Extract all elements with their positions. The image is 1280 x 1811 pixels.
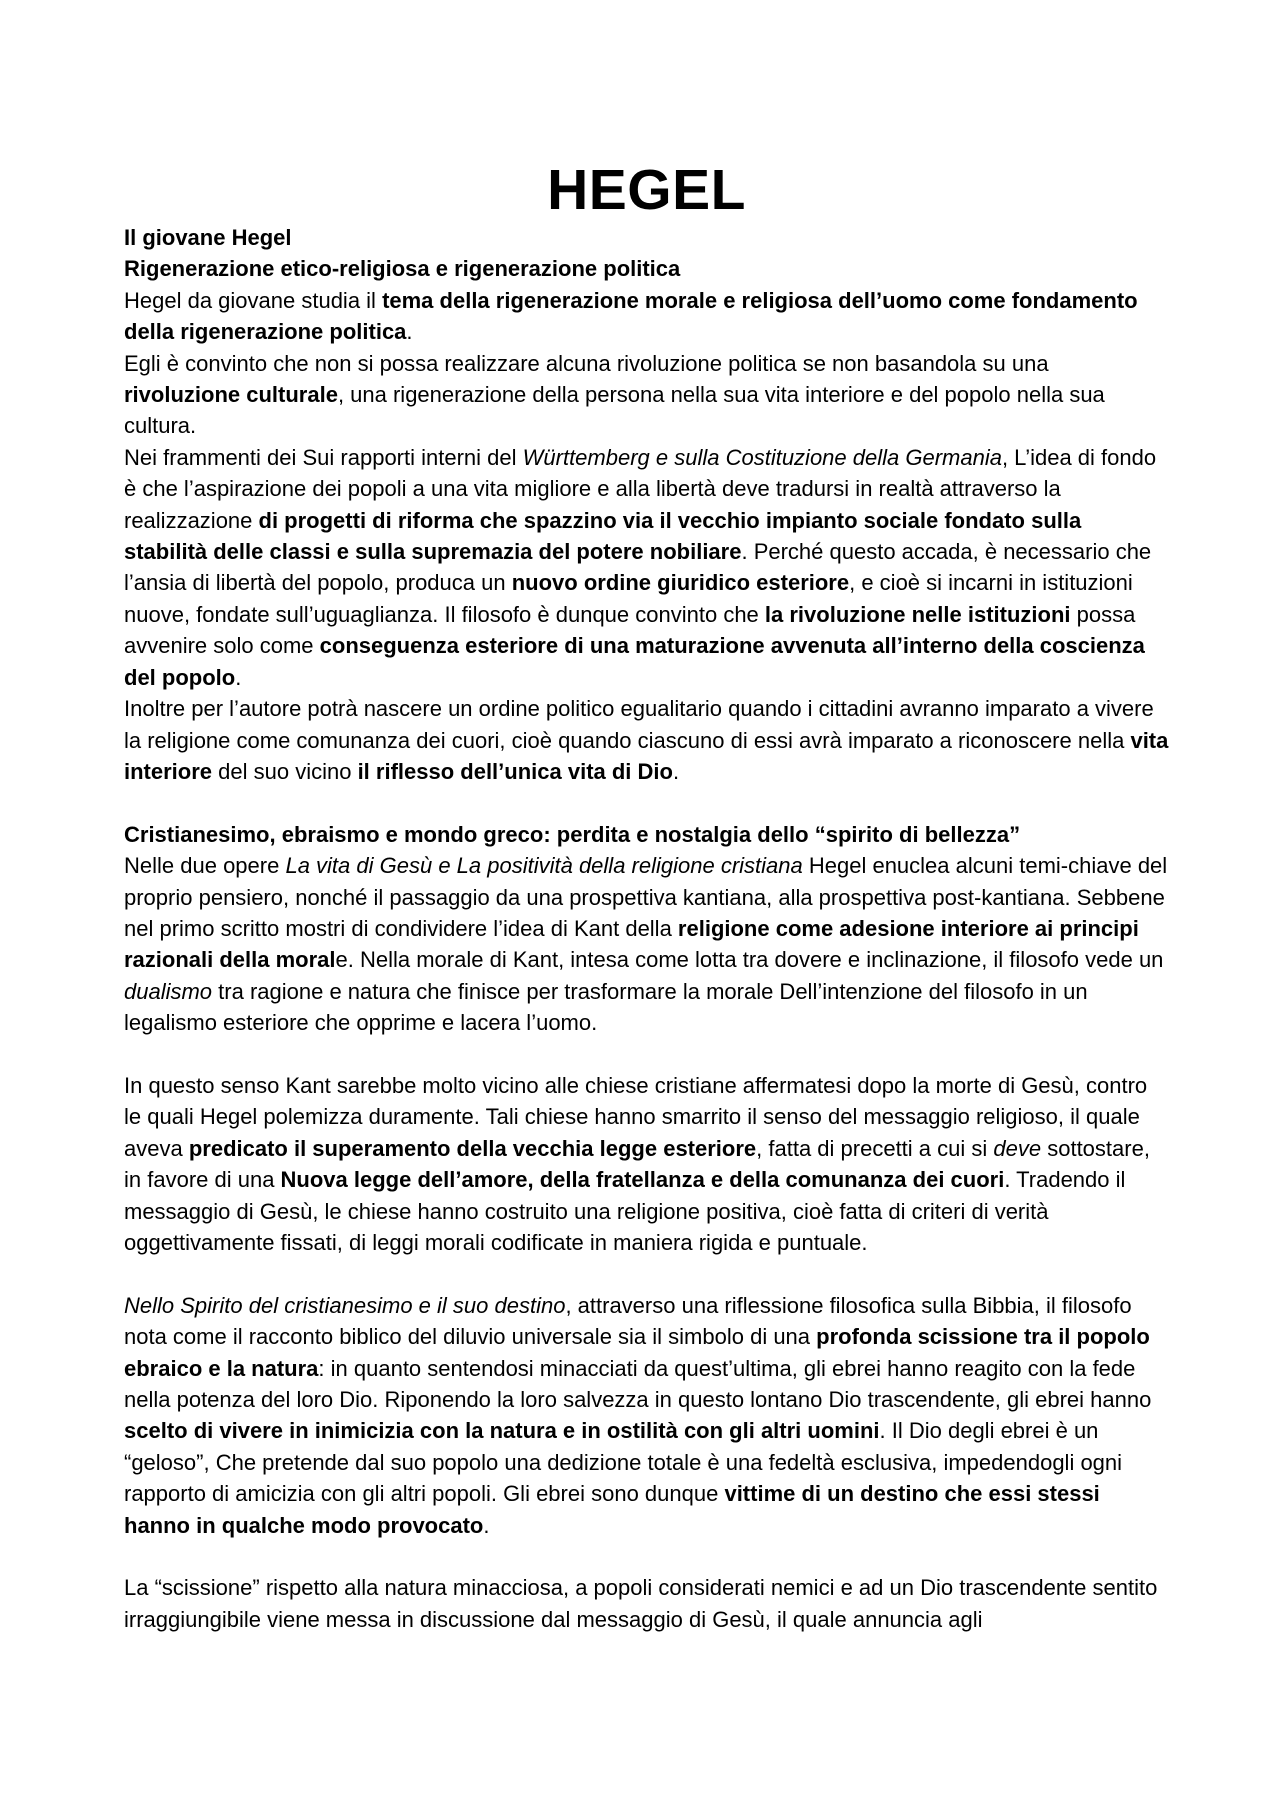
text-run: . [672,758,680,784]
paragraph-5 [124,850,1169,1038]
text-run: : in quanto sentendosi minacciati da quest’ultima, gli ebrei hanno reagito con la fede nella potenza del loro Dio. Riponendo la loro salvezza in questo lontano Dio trascendente, gli ebrei hanno [124,1355,1152,1412]
paragraph-1 [124,285,1169,348]
text-run: , attraverso una riflessione filosofica sulla Bibbia, il filosofo nota come il racconto biblico del diluvio universale sia il simbolo di una [124,1292,1132,1350]
text-run: La “scissione” rispetto alla natura minacciosa, a popoli considerati nemici e ad un Dio trascendente sentito irraggiungibile viene messa in discussione dal messaggio di Gesù, il quale annuncia agli [124,1575,1158,1632]
section-heading-giovane-hegel: Il giovane Hegel [124,225,292,250]
paragraph-spacer [124,1541,1169,1572]
paragraph-6 [124,1070,1169,1258]
text-run: predicato il superamento della vecchia legge esteriore [188,1135,757,1161]
text-run: Württemberg e sulla Costituzione della Germania [522,444,1002,470]
text-run: profonda scissione tra il popolo ebraico e la natura [124,1324,1150,1381]
text-run: , fatta di precetti a cui si [756,1135,994,1161]
text-run: nuovo ordine giuridico esteriore [511,570,850,596]
text-run: possa avvenire solo come [124,601,1136,659]
text-run: vita interiore [124,727,1169,784]
paragraph-spacer [124,1039,1169,1070]
text-run: Nuova legge dell’amore, della fratellanza e della comunanza dei cuori [280,1167,1005,1193]
text-run: . Il Dio degli ebrei è un “geloso”, Che pretende dal suo popolo una dedizione totale è una fedeltà esclusiva, impedendogli ogni rapporto di amicizia con gli altri popoli. Gli ebrei sono dunque [124,1418,1123,1507]
text-run: scelto di vivere in inimicizia con la natura e in ostilità con gli altri uomini [124,1418,880,1444]
paragraph-8 [124,1572,1169,1635]
text-run: vittime di un destino che essi stessi hanno in qualche modo provocato [124,1481,1100,1538]
text-run: tema della rigenerazione morale e religiosa dell’uomo come fondamento della rigenerazione politica [124,287,1138,345]
document-page [124,158,1169,1635]
text-run: Inoltre per l’autore potrà nascere un ordine politico egualitario quando i cittadini avranno imparato a vivere la religione come comunanza dei cuori, cioè quando ciascuno di essi avrà imparato a riconoscere nella [124,696,1154,753]
text-run: Hegel da giovane studia il [124,287,383,313]
text-run: tra ragione e natura che finisce per trasformare la morale Dell’intenzione del filosofo in un legalismo esteriore che opprime e lacera l’uomo. [124,978,1088,1036]
text-run: . [235,664,242,690]
text-run: conseguenza esteriore di una maturazione avvenuta all’interno della coscienza del popolo [124,633,1145,690]
subsection-heading-rigenerazione: Rigenerazione etico-religiosa e rigenerazione politica [124,256,681,282]
text-run: e. Nella morale di Kant, intesa come lotta tra dovere e inclinazione, il filosofo vede un [335,947,1164,973]
text-run: , L’idea di fondo è che l’aspirazione dei popoli a una vita migliore e alla libertà deve tradursi in realtà attraverso la realizzazione [124,444,1157,533]
text-run: Hegel enuclea alcuni temi-chiave del proprio pensiero, nonché il passaggio da una prospettiva kantiana, alla prospettiva post-kantiana. Sebbene nel primo scritto mostri di condividere l’idea di Kant della [124,853,1168,941]
text-run: religione come adesione interiore ai principi razionali della moral [124,915,1139,973]
paragraph-3 [124,442,1169,693]
text-run: . [483,1512,490,1538]
text-run: , una rigenerazione della persona nella sua vita interiore e del popolo nella sua cultura. [124,382,1105,439]
text-run: sottostare, in favore di una [124,1135,1150,1193]
paragraph-spacer [124,1258,1169,1289]
text-run: di progetti di riforma che spazzino via il vecchio impianto sociale fondato sulla stabilità delle classi e sulla supremazia del potere nobiliare [124,507,1082,565]
paragraph-spacer [124,787,1169,818]
text-run: La vita di Gesù e La positività della religione cristiana [285,853,803,879]
paragraph-4 [124,693,1169,787]
text-run: In questo senso Kant sarebbe molto vicino alle chiese cristiane affermatesi dopo la morte di Gesù, contro le quali Hegel polemizza duramente. Tali chiese hanno smarrito il senso del messaggio religioso, il quale aveva [124,1072,1148,1161]
paragraph-2 [124,348,1169,442]
text-run: il riflesso dell’unica vita di Dio [357,758,673,784]
text-run: Egli è convinto che non si possa realizzare alcuna rivoluzione politica se non basandola su una [124,350,1049,376]
document-title: HEGEL [547,158,746,222]
text-run: . Perché questo accada, è necessario che l’ansia di libertà del popolo, produca un [124,539,1152,596]
text-run: . [406,319,413,345]
section-heading-cristianesimo: Cristianesimo, ebraismo e mondo greco: perdita e nostalgia dello “spirito di bellezza” [124,821,1021,847]
text-run: . Tradendo il messaggio di Gesù, le chiese hanno costruito una religione positiva, cioè fatta di criteri di verità oggettivamente fissati, di leggi morali codificate in maniera rigida e puntuale. [124,1167,1126,1255]
text-run: dualismo [124,978,213,1004]
text-run: rivoluzione culturale [124,382,338,408]
text-run: Nelle due opere [124,853,286,879]
text-run: Nei frammenti dei Sui rapporti interni del [124,444,523,470]
text-run: la rivoluzione nelle istituzioni [764,601,1071,627]
paragraph-7 [124,1290,1169,1541]
text-run: Nello Spirito del cristianesimo e il suo destino [124,1292,566,1318]
text-run: , e cioè si incarni in istituzioni nuove, fondate sull’uguaglianza. Il filosofo è dunque convinto che [124,570,1133,627]
text-run: del suo vicino [212,758,358,784]
text-run: deve [993,1135,1042,1161]
